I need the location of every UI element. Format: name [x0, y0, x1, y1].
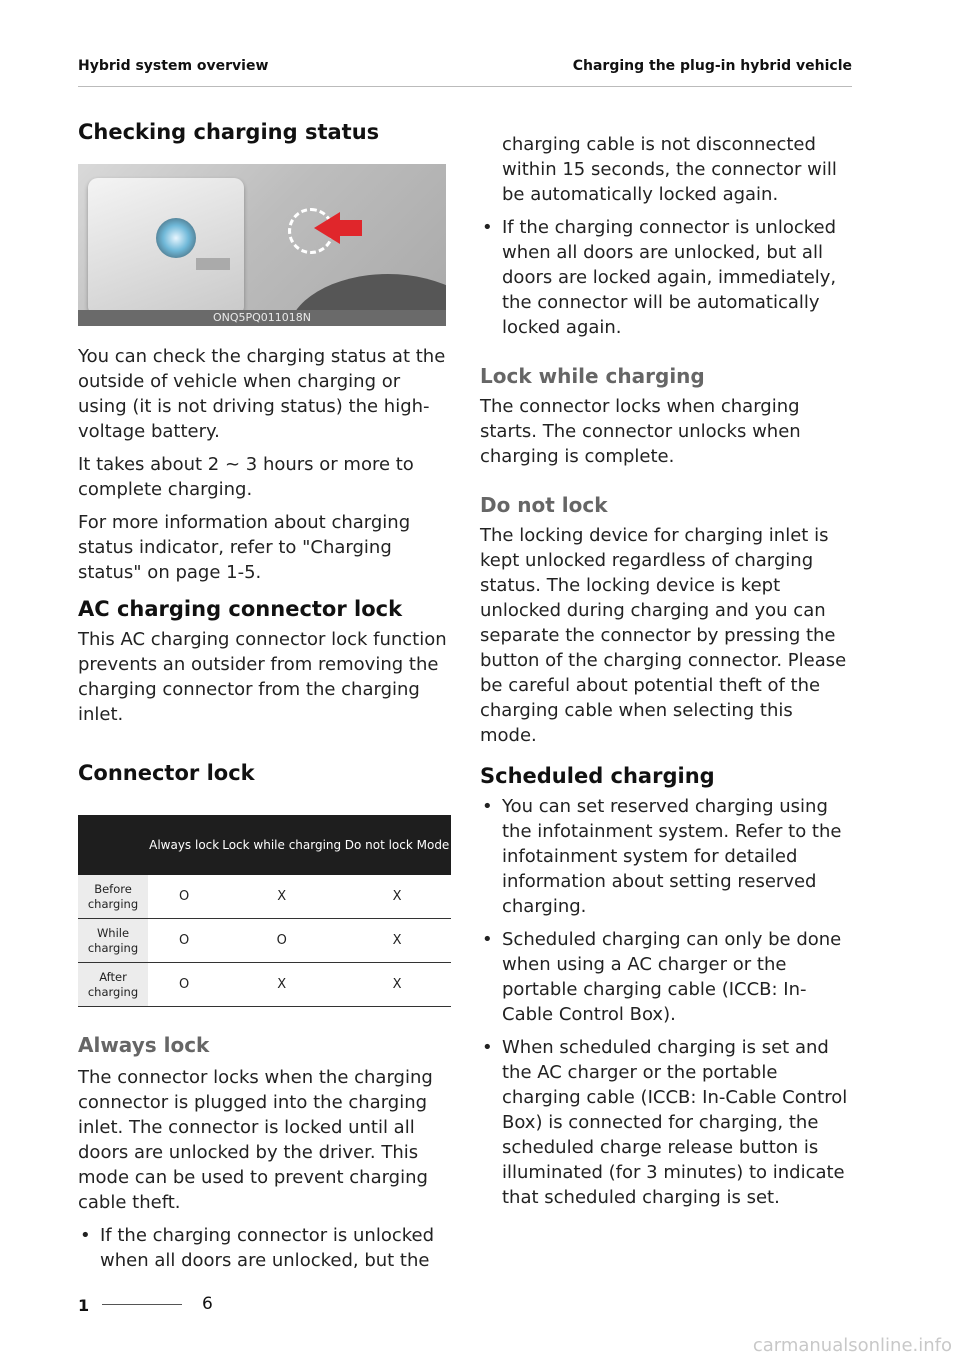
para-lock-while-charging: The connector locks when charging starts. The connector unlocks when charging is complete.	[480, 396, 801, 467]
para-connector-lock-function: This AC charging connector lock function prevents an outsider from removing the charging connector from the charging inlet.	[78, 629, 447, 725]
inlet-slot	[196, 258, 230, 270]
right-column	[480, 132, 852, 1218]
red-arrow-tail	[336, 220, 362, 236]
cell-do-not-lock: X	[343, 875, 451, 919]
footer-divider	[102, 1304, 182, 1305]
cell-lock-while-charging: O	[220, 919, 343, 963]
header-page-title: Charging the plug-in hybrid vehicle	[572, 58, 852, 74]
cell-lock-while-charging: X	[220, 875, 343, 919]
heading-ac-connector-lock: AC charging connector lock	[78, 597, 403, 621]
para-always-lock: The connector locks when the charging connector is plugged into the charging inlet. The connector is locked until all doors are unlocked by the driver. This mode can be used to prevent charging cable theft.	[78, 1067, 433, 1213]
always-lock-bullets	[78, 1223, 450, 1273]
list-item: • When scheduled charging is set and the AC charger or the portable charging cable (ICCB: In-Cable Control Box) is connected for charging, the scheduled charge release button is illuminated (for 3 minutes) to indicate that scheduled charging is set.	[480, 1035, 852, 1210]
table-header-do-not-lock: Do not lock Mode	[343, 815, 451, 875]
heading-connector-lock: Connector lock	[78, 761, 255, 785]
table-header-row	[78, 815, 451, 875]
list-item: • If the charging connector is unlocked when all doors are unlocked, but the	[78, 1223, 450, 1273]
row-label: While charging	[78, 919, 148, 963]
left-column	[78, 120, 450, 1281]
header-section-title: Hybrid system overview	[78, 58, 269, 74]
cell-always-lock: O	[148, 963, 220, 1007]
table-row	[78, 875, 451, 919]
list-item: • Scheduled charging can only be done when using a AC charger or the portable charging cable (ICCB: In-Cable Control Box).	[480, 927, 852, 1027]
cell-do-not-lock: X	[343, 919, 451, 963]
para-more-info: For more information about charging status indicator, refer to "Charging status" on page 1-5.	[78, 512, 411, 583]
scheduled-charging-bullets	[480, 794, 852, 1210]
table-row	[78, 919, 451, 963]
heading-always-lock: Always lock	[78, 1033, 210, 1057]
heading-checking-status: Checking charging status	[78, 120, 380, 144]
header-divider	[78, 86, 852, 87]
cell-always-lock: O	[148, 919, 220, 963]
row-label: Before charging	[78, 875, 148, 919]
heading-scheduled-charging: Scheduled charging	[480, 764, 715, 788]
para-charge-time: It takes about 2 ~ 3 hours or more to complete charging.	[78, 454, 414, 500]
cell-do-not-lock: X	[343, 963, 451, 1007]
list-item: • You can set reserved charging using the infotainment system. Refer to the infotainment system for detailed information about setting reserved charging.	[480, 794, 852, 919]
inlet-closeup-panel	[88, 178, 244, 316]
table-header-empty	[78, 815, 148, 875]
connector-lock-table	[78, 815, 451, 1007]
charging-inlet-figure	[78, 164, 446, 326]
row-label: After charging	[78, 963, 148, 1007]
table-header-lock-while-charging: Lock while charging	[220, 815, 343, 875]
cell-lock-while-charging: X	[220, 963, 343, 1007]
para-check-status: You can check the charging status at the outside of vehicle when charging or using (it is not driving status) the high-voltage battery.	[78, 346, 446, 442]
list-item: • If the charging connector is unlocked when all doors are unlocked, but all doors are locked again, immediately, the connector will be automatically locked again.	[480, 215, 852, 340]
page-number: 6	[202, 1294, 213, 1314]
cell-always-lock: O	[148, 875, 220, 919]
bullet-continuation: charging cable is not disconnected within 15 seconds, the connector will be automatically locked again.	[502, 134, 837, 205]
heading-do-not-lock: Do not lock	[480, 493, 608, 517]
table-header-always-lock: Always lock	[148, 815, 220, 875]
figure-code: ONQ5PQ011018N	[78, 310, 446, 326]
watermark: carmanualsonline.info	[752, 1335, 952, 1356]
chapter-number: 1	[78, 1296, 90, 1315]
heading-lock-while-charging: Lock while charging	[480, 364, 705, 388]
para-do-not-lock: The locking device for charging inlet is kept unlocked regardless of charging status. The locking device is kept unlocked during charging and you can separate the connector by pressing the button of the charging connector. Please be careful about potential theft of the charging cable when selecting this mode.	[480, 525, 847, 746]
status-indicator-light	[156, 218, 196, 258]
always-lock-bullets-cont	[480, 215, 852, 340]
table-row	[78, 963, 451, 1007]
